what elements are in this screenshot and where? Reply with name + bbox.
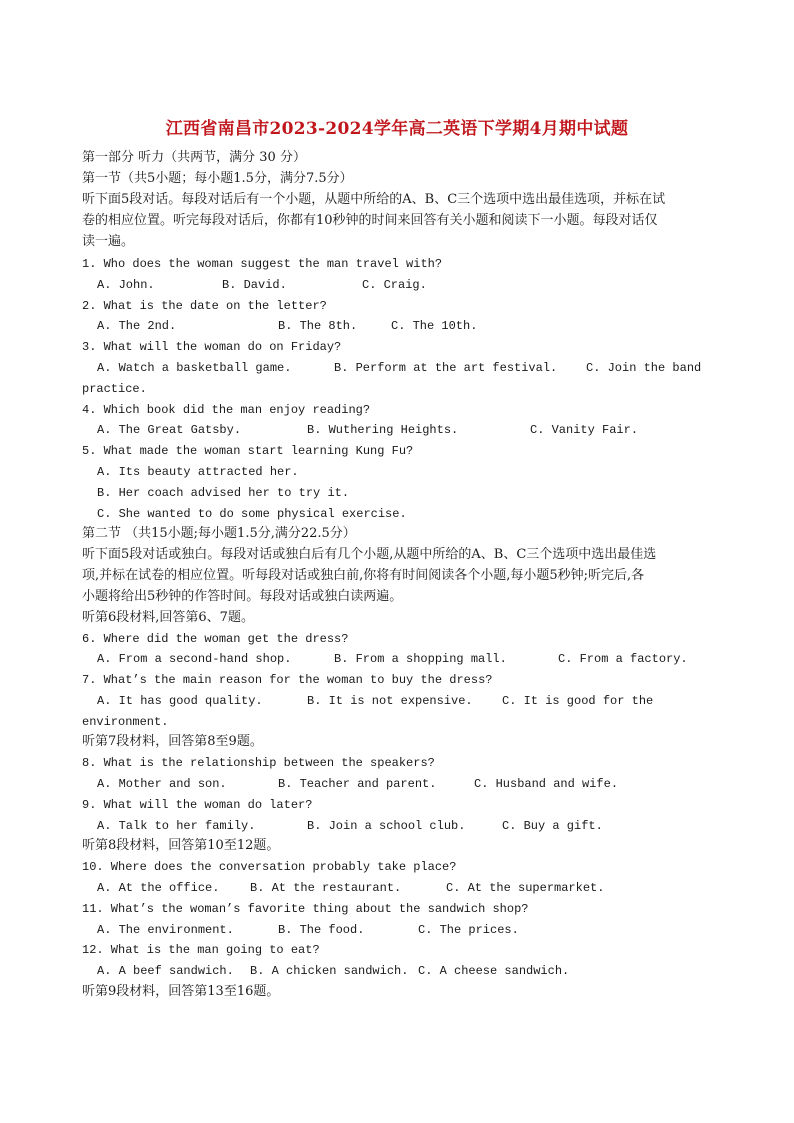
question-7-option-c-continued: environment. [82, 715, 169, 729]
page-title: 江西省南昌市2023-2024学年高二英语下学期4月期中试题 [165, 119, 629, 139]
question-5-option-a: A. Its beauty attracted her. [97, 465, 299, 479]
question-8-option-a: A. Mother and son. [97, 777, 227, 791]
question-10-option-c: C. At the supermarket. [446, 881, 605, 895]
question-3-option-b: B. Perform at the art festival. [334, 361, 558, 375]
question-10-stem: 10. Where does the conversation probably take place? [82, 860, 457, 874]
question-5-option-b: B. Her coach advised her to try it. [97, 486, 350, 500]
material-7-heading: 听第7段材料，回答第8至9题。 [82, 734, 263, 749]
question-11-option-b: B. The food. [278, 923, 365, 937]
question-8-option-c: C. Husband and wife. [474, 777, 619, 791]
question-4-option-b: B. Wuthering Heights. [307, 423, 459, 437]
question-10-option-a: A. At the office. [97, 881, 220, 895]
section1-instruction-line: 卷的相应位置。听完每段对话后，你都有10秒钟的时间来回答有关小题和阅读下一小题。每段对话仅 [82, 213, 658, 228]
question-3-option-c: C. Join the band [586, 361, 702, 375]
question-7-option-a: A. It has good quality. [97, 694, 263, 708]
question-6-option-a: A. From a second-hand shop. [97, 652, 292, 666]
question-4-option-a: A. The Great Gatsby. [97, 423, 242, 437]
section1-heading: 第一节（共5小题；每小题1.5分，满分7.5分） [82, 171, 353, 186]
question-5-stem: 5. What made the woman start learning Kung Fu? [82, 444, 414, 458]
question-11-option-a: A. The environment. [97, 923, 234, 937]
question-6-option-c: C. From a factory. [558, 652, 688, 666]
question-7-stem: 7. What’s the main reason for the woman to buy the dress? [82, 673, 493, 687]
question-6-option-b: B. From a shopping mall. [334, 652, 507, 666]
question-1-stem: 1. Who does the woman suggest the man travel with? [82, 257, 443, 271]
question-1-option-c: C. Craig. [362, 278, 427, 292]
question-9-option-c: C. Buy a gift. [502, 819, 603, 833]
section2-instruction-line: 小题将给出5秒钟的作答时间。每段对话或独白读两遍。 [82, 589, 403, 604]
section2-instruction-line: 项,并标在试卷的相应位置。听每段对话或独白前,你将有时间阅读各个小题,每小题5秒钟;听完后,各 [82, 568, 645, 583]
question-9-stem: 9. What will the woman do later? [82, 798, 313, 812]
question-1-option-b: B. David. [222, 278, 287, 292]
question-8-stem: 8. What is the relationship between the speakers? [82, 756, 435, 770]
question-12-option-b: B. A chicken sandwich. [250, 964, 409, 978]
question-3-stem: 3. What will the woman do on Friday? [82, 340, 342, 354]
material-9-heading: 听第9段材料，回答第13至16题。 [82, 984, 280, 999]
question-2-option-b: B. The 8th. [278, 319, 358, 333]
question-2-stem: 2. What is the date on the letter? [82, 299, 327, 313]
question-9-option-b: B. Join a school club. [307, 819, 466, 833]
question-1-option-a: A. John. [97, 278, 155, 292]
question-12-option-c: C. A cheese sandwich. [418, 964, 570, 978]
question-2-option-c: C. The 10th. [391, 319, 478, 333]
question-4-option-c: C. Vanity Fair. [530, 423, 639, 437]
question-4-stem: 4. Which book did the man enjoy reading? [82, 403, 371, 417]
question-12-stem: 12. What is the man going to eat? [82, 943, 320, 957]
section1-instruction-line: 听下面5段对话。每段对话后有一个小题，从题中所给的A、B、C三个选项中选出最佳选项，并标在试 [82, 192, 666, 207]
question-8-option-b: B. Teacher and parent. [278, 777, 437, 791]
question-12-option-a: A. A beef sandwich. [97, 964, 234, 978]
question-3-option-c-continued: practice. [82, 382, 147, 396]
material-6-heading: 听第6段材料,回答第6、7题。 [82, 610, 254, 625]
question-2-option-a: A. The 2nd. [97, 319, 177, 333]
question-7-option-c: C. It is good for the [502, 694, 654, 708]
question-3-option-a: A. Watch a basketball game. [97, 361, 292, 375]
question-11-option-c: C. The prices. [418, 923, 519, 937]
question-6-stem: 6. Where did the woman get the dress? [82, 632, 349, 646]
question-7-option-b: B. It is not expensive. [307, 694, 473, 708]
material-8-heading: 听第8段材料，回答第10至12题。 [82, 838, 280, 853]
question-11-stem: 11. What’s the woman’s favorite thing about the sandwich shop? [82, 902, 529, 916]
question-9-option-a: A. Talk to her family. [97, 819, 256, 833]
section2-heading: 第二节 （共15小题;每小题1.5分,满分22.5分） [82, 526, 356, 541]
section1-instruction-line: 读一遍。 [82, 234, 135, 249]
part1-heading: 第一部分 听力（共两节，满分 30 分） [82, 150, 306, 165]
question-10-option-b: B. At the restaurant. [250, 881, 402, 895]
section2-instruction-line: 听下面5段对话或独白。每段对话或独白后有几个小题,从题中所给的A、B、C三个选项中选出最佳选 [82, 547, 657, 562]
question-5-option-c: C. She wanted to do some physical exercise. [97, 507, 407, 521]
